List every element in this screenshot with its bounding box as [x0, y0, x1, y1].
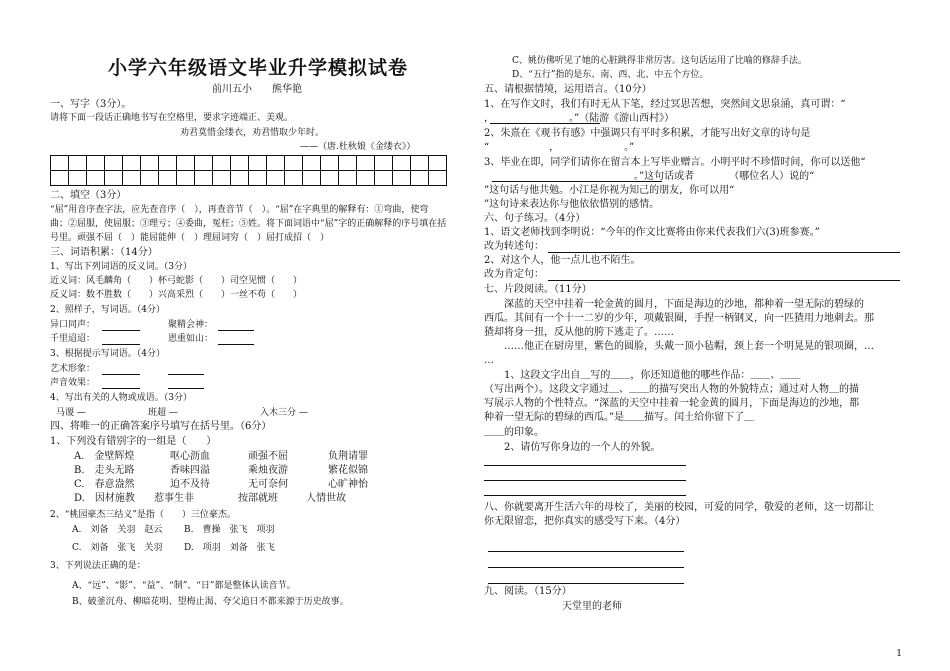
section-3-heading: 三、词语积累：（14分） [50, 247, 158, 258]
figure-prompt: 入木三分 — [260, 408, 308, 418]
question-text: 2、请仿写你身边的一个人的外貌。 [484, 442, 661, 453]
option-word: C. 春意盎然 [74, 479, 135, 490]
answer-line[interactable] [548, 252, 900, 253]
question-text: 4、写出有关的人物或成语。（3分） [50, 393, 192, 403]
option-word: 乘烛夜游 [248, 465, 288, 476]
option-word: 香味四溢 [170, 465, 210, 476]
option-word: 无可奈何 [248, 479, 288, 490]
section-8-heading: 八、你就要离开生活六年的母校了，美丽的校园，可爱的同学，敬爱的老师，这一切都让 [484, 502, 874, 513]
reading-title: 天堂里的老师 [562, 601, 622, 612]
option-word: 顽强不屈 [248, 451, 288, 462]
passage-line: 猹却将身一扭，反从他的胯下逃走了。…… [484, 327, 674, 338]
passage-line: 西瓜。其间有一个十一二岁的少年，项戴银圈，手捏一柄钢叉，向一匹猹用力地刺去。那 [484, 313, 874, 324]
section-7-heading: 七、片段阅读。（11分） [484, 284, 592, 295]
writing-grid[interactable] [50, 155, 447, 186]
answer-line[interactable] [102, 374, 140, 375]
option-word: A. 金壁辉煌 [74, 451, 135, 462]
question-text: “ ， 。” [484, 142, 635, 153]
passage-line: … [484, 355, 494, 366]
option-text[interactable]: B. 曹操 张飞 项羽 [184, 525, 275, 535]
option-word: D. 因材施教 [74, 493, 135, 504]
word-prompt: 声音效果： [50, 378, 96, 388]
question-text: 2、朱熹在《观书有感》中强调只有平时多积累，才能写出好文章的诗句是 [484, 128, 811, 139]
answer-line[interactable] [102, 330, 140, 331]
passage-line: 深蓝的天空中挂着一轮金黄的圆月，下面是海边的沙地，都种着一望无际的碧绿的 [484, 299, 864, 310]
answer-line[interactable] [488, 583, 684, 584]
option-word: 负荆请罪 [328, 451, 368, 462]
option-text[interactable]: D. 项羽 刘备 张飞 [184, 543, 275, 553]
option-text[interactable]: C. 刘备 张飞 关羽 [72, 543, 163, 553]
option-word: 迫不及待 [170, 479, 210, 490]
question-text: 1、在写作文时，我们有时无从下笔，经过冥思苦想，突然间文思泉涌，真可谓：“ [484, 99, 846, 110]
answer-line[interactable] [218, 330, 254, 331]
section-2-heading: 二、填空（3分） [50, 190, 127, 201]
option-word: 呕心沥血 [170, 451, 210, 462]
section-2-line: 曲；②屈服，使屈服；③理亏；④委曲，冤枉；⑤姓。将下面词语中“屈”字的正确解释的序号填在括 [50, 219, 447, 229]
answer-line[interactable] [484, 495, 686, 496]
question-text: 你无限留恋，把你真实的感受写下来。（4分） [484, 516, 686, 527]
section-2-line: 号里。顽强不屈（ ）能屈能伸（ ）理屈词穷（ ）屈打成招（ ） [50, 233, 330, 243]
question-text: 反义词：数不胜数（ ）兴高采烈（ ）一丝不苟（ ） [50, 290, 303, 300]
answer-line[interactable] [102, 388, 140, 389]
section-1-instruction: 请将下面一段话正确地书写在空格里，要求字迹端正、美观。 [50, 113, 294, 123]
question-text: 1、语文老师找到李明说：“今年的作文比赛将由你来代表我们六(3)班参赛。” [484, 227, 820, 238]
option-word: 繁花似锦 [328, 465, 368, 476]
poem-source: ——（唐.杜秋娘《金缕衣》） [300, 142, 416, 152]
author-line: 前川五小 熊华艳 [212, 84, 302, 95]
word-prompt: 千里迢迢： [50, 334, 96, 344]
exam-title: 小学六年级语文毕业升学模拟试卷 [108, 57, 409, 79]
word-prompt: 异口同声： [50, 320, 96, 330]
option-text[interactable]: A. 刘备 关羽 赵云 [72, 525, 163, 535]
question-text: 1、下列没有错别字的一组是（ ） [50, 436, 217, 447]
section-2-line: “屈”用音序查字法，应先查音序（ ），再查音节（ ）。“屈”在字典里的解释有：①弯曲，使弯 [50, 205, 429, 215]
poem-text: 劝君莫惜金缕衣，劝君惜取少年时。 [180, 128, 325, 138]
option-word: 按部就班 [238, 493, 278, 504]
option-text[interactable]: D、“五行”指的是东、南、西、北、中五个方位。 [512, 70, 709, 80]
question-text: 1、这段文字出自＿写的＿＿，你还知道他的哪些作品：＿＿、＿＿ [484, 370, 801, 381]
question-text: （写出两个）。这段文字通过＿、＿＿的描写突出人物的外貌特点；通过对人物＿的描 [484, 384, 859, 395]
option-word: B. 走头无路 [74, 465, 135, 476]
answer-line[interactable] [168, 388, 204, 389]
option-word: 人情世故 [306, 493, 346, 504]
word-prompt: 艺术形象： [50, 364, 96, 374]
answer-line[interactable] [102, 344, 140, 345]
question-text: 2、照样子，写词语。（4分） [50, 305, 165, 315]
question-text: 2、对这个人，他一点儿也不陌生。 [484, 255, 641, 266]
question-text: ＿＿的印象。 [484, 427, 544, 438]
answer-line[interactable] [548, 280, 900, 281]
rewrite-prompt: 改为肯定句： [484, 269, 544, 280]
answer-line[interactable] [488, 551, 684, 552]
question-text: 写展示人物的个性特点。“深蓝的天空中挂着一轮金黄的圆月，下面是海边的沙地，都 [484, 398, 860, 409]
page-number: 1 [896, 649, 902, 659]
answer-line[interactable] [484, 480, 686, 481]
question-text: 种着一望无际的碧绿的西瓜。”是＿＿描写。闰土给你留下了＿ [484, 412, 755, 423]
question-text: 。”这句话或者 （哪位名人）说的“ [484, 171, 815, 182]
answer-line[interactable] [218, 344, 254, 345]
question-text: ”这句诗来表达你与他依依惜别的感情。 [484, 199, 660, 210]
section-5-heading: 五、请根据情境，运用语言。（10分） [484, 84, 652, 95]
rewrite-prompt: 改为转述句： [484, 241, 544, 252]
question-text: 3、根据提示写词语。（4分） [50, 349, 165, 359]
section-9-heading: 九、阅读。（15分） [484, 586, 572, 597]
word-prompt: 聚精会神： [168, 320, 214, 330]
section-6-heading: 六、句子练习。（4分） [484, 213, 586, 224]
option-text[interactable]: A、“远”、“影”、“益”、“制”、“日”都是整体认读音节。 [72, 581, 296, 591]
section-4-heading: 四、将唯一的正确答案序号填写在括号里。（6分） [50, 421, 272, 432]
figure-prompt: 班超 — [148, 408, 178, 418]
question-text: 3、毕业在即，同学们请你在留言本上写毕业赠言。小明平时不珍惜时间，你可以送他“ [484, 157, 866, 168]
option-word: 心旷神怡 [328, 479, 368, 490]
question-text: 近义词：风毛麟角（ ）杯弓蛇影（ ）司空见惯（ ） [50, 276, 303, 286]
passage-line: ……他正在厨房里，紫色的圆脸，头戴一顶小毡帽，颈上套一个明晃晃的银项圈，… [484, 341, 874, 352]
option-text[interactable]: B、破釜沉舟、柳暗花明、望梅止渴、夸父追日不都来源于历史故事。 [72, 597, 349, 607]
question-text: ”这句话与他共勉。小江是你视为知己的朋友，你可以用“ [484, 185, 855, 196]
question-text: ， 。”（陆游《游山西村》） [484, 113, 675, 124]
option-text[interactable]: C、姚仿佛听见了她的心脏跳得非常厉害。这句话运用了比喻的修辞手法。 [512, 56, 807, 66]
answer-line[interactable] [488, 567, 684, 568]
answer-line[interactable] [484, 465, 686, 466]
figure-prompt: 马谡 — [56, 408, 86, 418]
option-word: 惹事生非 [154, 493, 194, 504]
question-text: 3、下列说法正确的是： [50, 561, 146, 571]
section-1-heading: 一、写字（3分）。 [50, 99, 132, 110]
question-text: 1、写出下列词语的反义词。（3分） [50, 262, 192, 272]
answer-line[interactable] [168, 374, 204, 375]
question-text: 2、“桃园豪杰三结义”是指（ ）三位豪杰。 [50, 510, 236, 520]
word-prompt: 恩重如山： [168, 334, 214, 344]
